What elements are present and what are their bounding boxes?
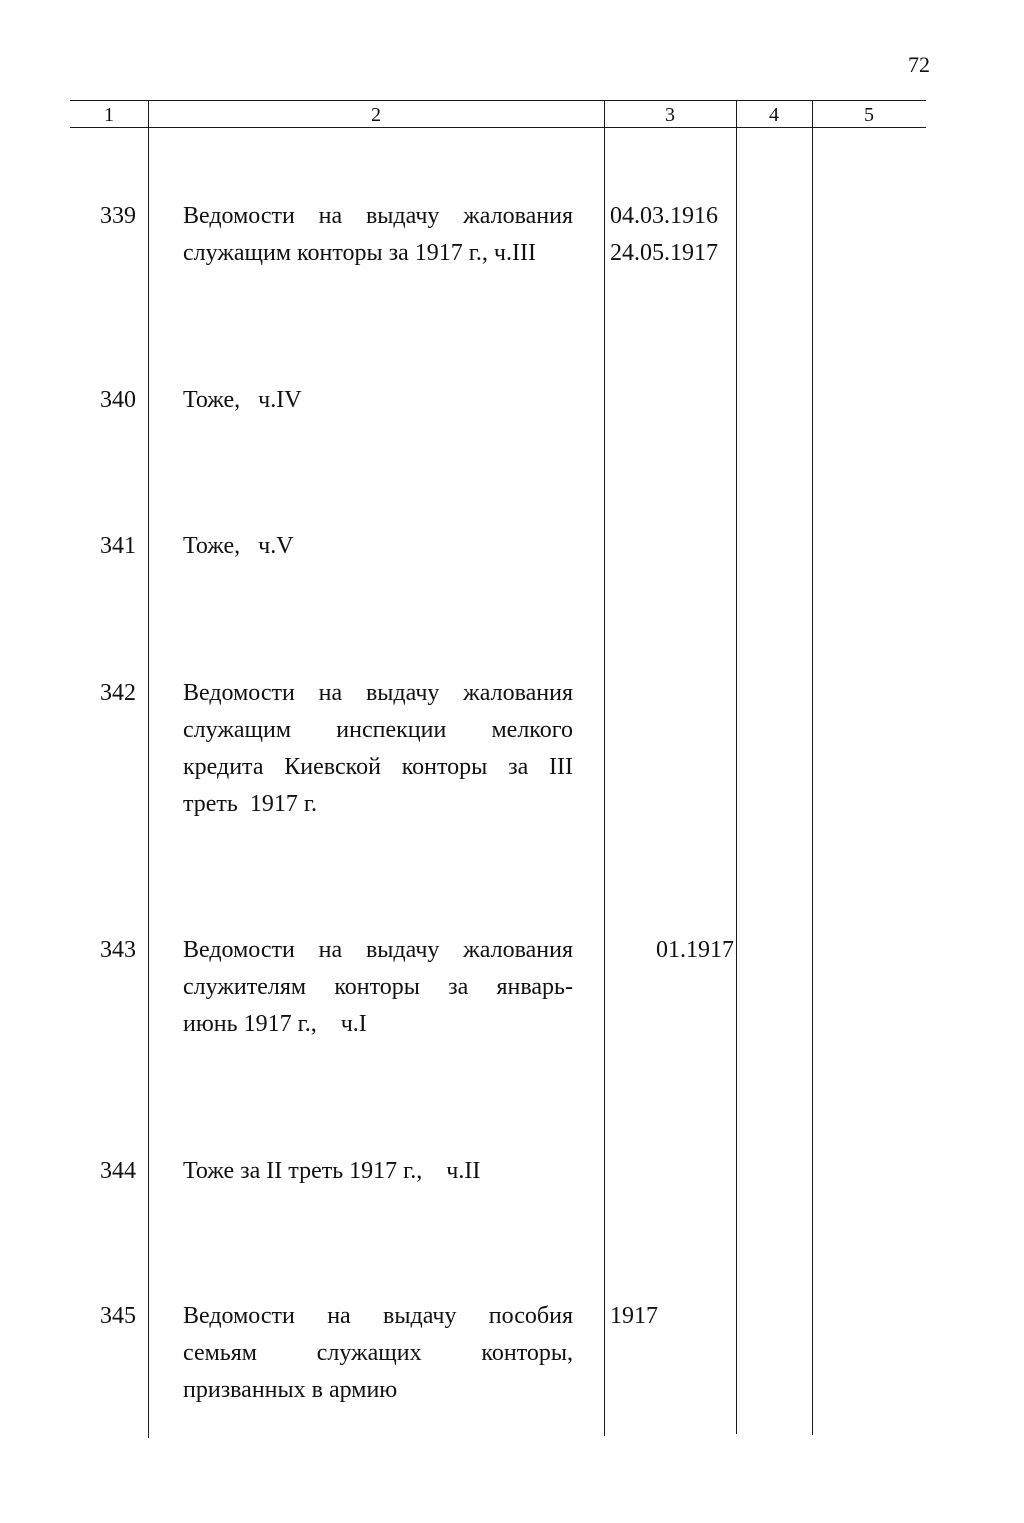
date-value: 24.05.1917 [610,240,718,266]
row-description [183,1153,573,1190]
row-dates [610,1298,728,1335]
page-number: 72 [908,52,930,77]
description-line: Ведомости на выдачу жалования [183,203,573,229]
description-line: Тоже, ч.IV [183,387,302,413]
table-header-rule [70,127,926,128]
row-description [183,675,573,823]
table-top-rule [70,100,926,101]
row-description [183,1298,573,1409]
description-line: Тоже за II треть 1917 г., ч.II [183,1158,481,1184]
row-description [183,932,573,1043]
row-dates [600,932,734,969]
description-line: Тоже, ч.V [183,533,294,559]
row-number: 343 [100,937,136,963]
row-dates [610,198,728,272]
row-description [183,198,573,272]
column-header-3: 3 [665,104,675,126]
row-number: 342 [100,680,136,706]
date-value: 04.03.1916 [610,203,718,229]
description-line: служителям конторы за январь- [183,974,573,1000]
description-line: призванных в армию [183,1377,398,1403]
column-divider-4 [812,100,813,1435]
row-number: 339 [100,203,136,229]
row-number: 344 [100,1158,136,1184]
column-header-1: 1 [104,104,114,126]
description-line: семьям служащих конторы, [183,1340,573,1366]
row-description [183,528,573,565]
column-divider-1 [148,100,149,1438]
description-line: Ведомости на выдачу жалования [183,937,573,963]
row-number: 340 [100,387,136,413]
description-line: июнь 1917 г., ч.I [183,1011,367,1037]
description-line: кредита Киевской конторы за III [183,754,573,780]
description-line: треть 1917 г. [183,791,318,817]
column-divider-3 [736,100,737,1434]
column-header-2: 2 [371,104,381,126]
column-header-5: 5 [864,104,874,126]
date-value: 01.1917 [656,937,734,963]
description-line: служащим инспекции мелкого [183,717,573,743]
row-number: 341 [100,533,136,559]
description-line: Ведомости на выдачу пособия [183,1303,573,1329]
row-number: 345 [100,1303,136,1329]
description-line: служащим конторы за 1917 г., ч.III [183,240,536,266]
row-description [183,382,573,419]
date-value: 1917 [610,1303,658,1329]
description-line: Ведомости на выдачу жалования [183,680,573,706]
column-header-4: 4 [769,104,779,126]
column-divider-2 [604,100,605,1436]
